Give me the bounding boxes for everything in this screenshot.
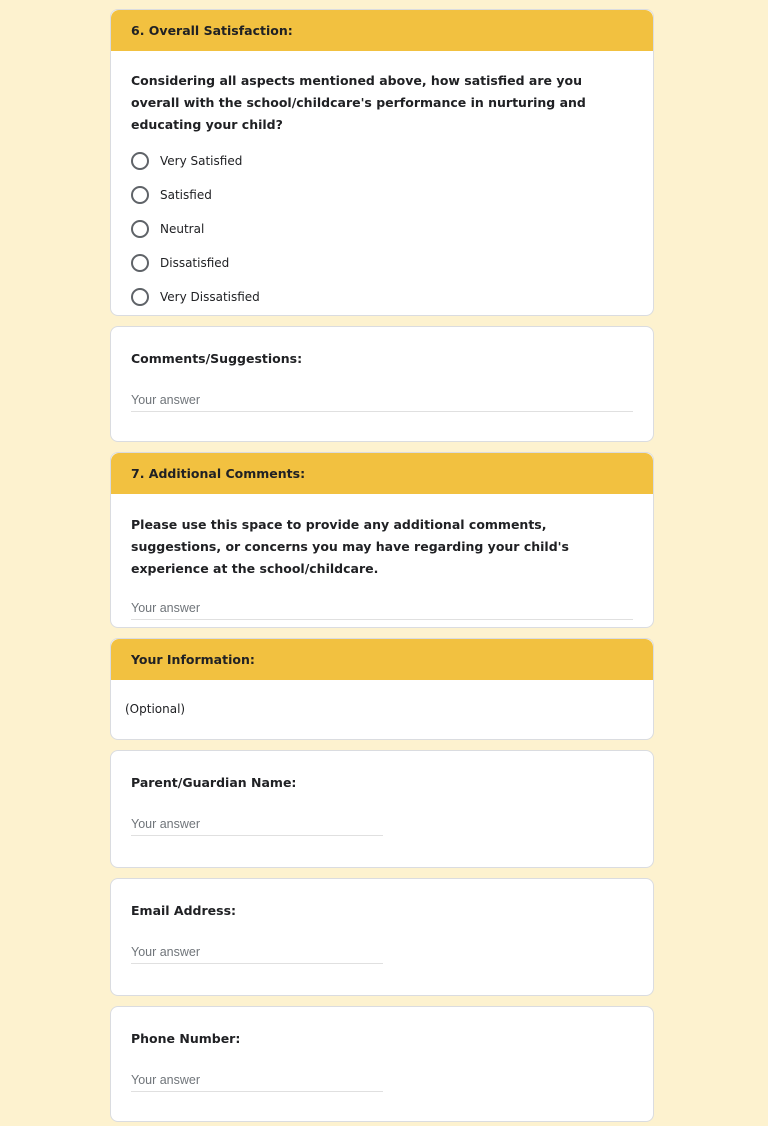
radio-circle-icon[interactable]: [131, 254, 149, 272]
parent-name-card: [110, 750, 654, 868]
option-dissatisfied[interactable]: [131, 246, 633, 280]
parent-name-input[interactable]: [131, 817, 383, 836]
option-label: Very Satisfied: [160, 154, 243, 168]
question-text: Comments/Suggestions:: [131, 351, 303, 366]
radio-group: [131, 144, 633, 314]
question-text: Parent/Guardian Name:: [131, 775, 297, 790]
radio-circle-icon[interactable]: [131, 220, 149, 238]
question-text: Considering all aspects mentioned above, how satisfied are you overall with the school/childcare's performance in nurturing and educating your child?: [131, 73, 586, 132]
section-header: [111, 10, 653, 51]
option-label: Satisfied: [160, 188, 212, 202]
optional-note: (Optional): [125, 702, 186, 716]
section-header: [111, 639, 653, 680]
option-label: Very Dissatisfied: [160, 290, 260, 304]
phone-input[interactable]: [131, 1073, 383, 1092]
option-label: Neutral: [160, 222, 205, 236]
option-satisfied[interactable]: [131, 178, 633, 212]
radio-circle-icon[interactable]: [131, 288, 149, 306]
question-text: Phone Number:: [131, 1031, 241, 1046]
radio-circle-icon[interactable]: [131, 152, 149, 170]
comments-card: [110, 326, 654, 442]
email-card: [110, 878, 654, 996]
overall-satisfaction-card: [110, 9, 654, 316]
radio-circle-icon[interactable]: [131, 186, 149, 204]
section-title: Your Information:: [131, 652, 255, 667]
your-information-card: [110, 638, 654, 740]
section-title: 7. Additional Comments:: [131, 466, 306, 481]
section-header: [111, 453, 653, 494]
phone-card: [110, 1006, 654, 1122]
email-input[interactable]: [131, 945, 383, 964]
question-text: Email Address:: [131, 903, 237, 918]
section-title: 6. Overall Satisfaction:: [131, 23, 293, 38]
option-label: Dissatisfied: [160, 256, 230, 270]
additional-comments-card: [110, 452, 654, 628]
option-very-dissatisfied[interactable]: [131, 280, 633, 314]
comments-input[interactable]: [131, 393, 633, 412]
option-neutral[interactable]: [131, 212, 633, 246]
question-text: Please use this space to provide any additional comments, suggestions, or concerns you may have regarding your child's experience at the school/childcare.: [131, 517, 569, 576]
option-very-satisfied[interactable]: [131, 144, 633, 178]
additional-comments-input[interactable]: [131, 601, 633, 620]
